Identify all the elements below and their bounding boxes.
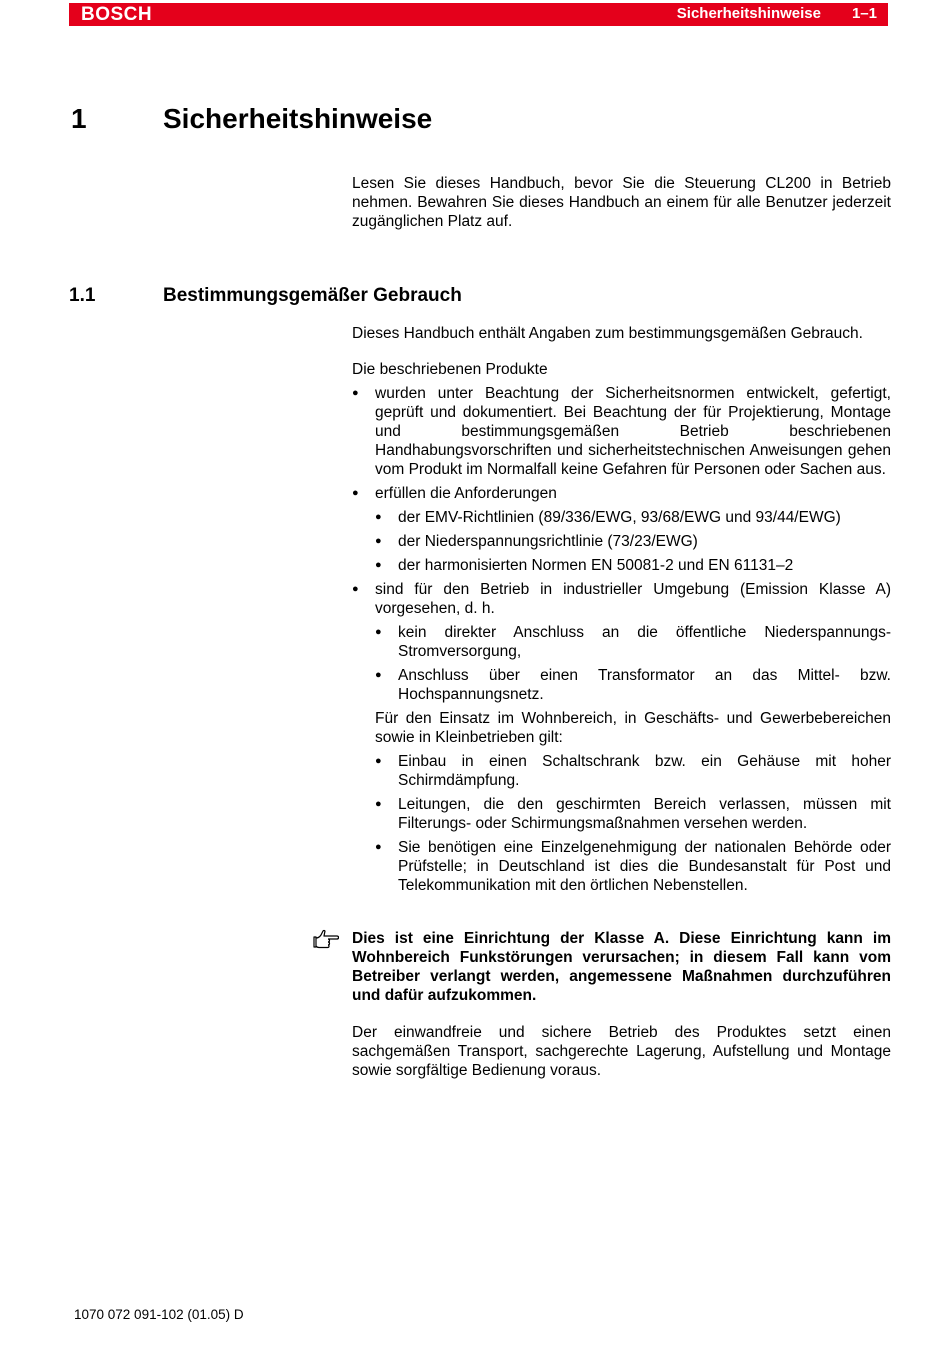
pointing-hand-icon	[313, 929, 339, 949]
sub-list-item: ● der Niederspannungsrichtlinie (73/23/EWG)	[375, 532, 891, 551]
sub-list-item: ● Leitungen, die den geschirmten Bereich verlassen, müssen mit Filterungs- oder Schirmungsmaßnahmen versehen werden.	[375, 795, 891, 833]
intro-paragraph: Lesen Sie dieses Handbuch, bevor Sie die Steuerung CL200 in Betrieb nehmen. Bewahren Sie dieses Handbuch an einem für alle Benutzer jederzeit zugänglichen Platz auf.	[352, 175, 891, 230]
page-number: 1–1	[851, 5, 877, 22]
body-paragraph-2: Die beschriebenen Produkte	[352, 361, 548, 378]
note-block	[352, 929, 891, 1080]
section-body	[352, 324, 891, 895]
class-a-warning: Dies ist eine Einrichtung der Klasse A. Diese Einrichtung kann im Wohnbereich Funkstörungen verursachen; in diesem Fall kann vom Betreiber verlangt werden, angemessene Maßnahmen durchzuführen und dafür aufzukommen.	[352, 930, 891, 1004]
footer-doc-number: 1070 072 091-102 (01.05) D	[74, 1307, 244, 1322]
header-title: Sicherheitshinweise	[676, 5, 821, 22]
list-item: ● sind für den Betrieb in industrieller Umgebung (Emission Klasse A) vorgesehen, d. h. ● kein direkter Anschluss an die öffentliche Niederspannungs-Stromversorgung, ● Anschluss über einen Transformator an das Mittel- bzw. Hochspannungsnetz. Für den Einsatz im Wohnbereich, in Geschäfts- und Gewerbebereichen sowie in Kleinbetrieben gilt: ● Einbau in einen Schaltschrank bzw. ein Gehäuse mit hoher Schirmdämpfung. ● Leitungen, die den geschirmten Bereich verlassen, müssen mit Filterungs- oder Schirmungsmaßnahmen versehen werden. ● Sie benötigen eine Einzelgenehmigung der nationalen Behörde oder Prüfstelle; in Deutschland ist dies die Bundesanstalt für Post und Telekommunikation mit den örtlichen Nebenstellen.	[352, 580, 891, 895]
list-item: ● erfüllen die Anforderungen ● der EMV-Richtlinien (89/336/EWG, 93/68/EWG und 93/44/EWG) ● der Niederspannungsrichtlinie (73/23/EWG) ● der harmonisierten Normen EN 50081-2 und EN 61131–2	[352, 484, 891, 575]
product-list	[352, 384, 891, 895]
body-paragraph-1: Dieses Handbuch enthält Angaben zum bestimmungsgemäßen Gebrauch.	[352, 325, 863, 342]
intro-block	[352, 174, 891, 231]
closing-paragraph: Der einwandfreie und sichere Betrieb des Produktes setzt einen sachgemäßen Transport, sachgerechte Lagerung, Aufstellung und Montage sowie sorgfältige Bedienung voraus.	[352, 1024, 891, 1079]
sub-list-item: ● Einbau in einen Schaltschrank bzw. ein Gehäuse mit hoher Schirmdämpfung.	[375, 752, 891, 790]
sub-list-item: ● Sie benötigen eine Einzelgenehmigung der nationalen Behörde oder Prüfstelle; in Deutschland ist dies die Bundesanstalt für Post und Telekommunikation mit den örtlichen Nebenstellen.	[375, 838, 891, 895]
section-number: 1.1	[69, 285, 96, 306]
sub-list-item: ● der harmonisierten Normen EN 50081-2 und EN 61131–2	[375, 556, 891, 575]
chapter-title: Sicherheitshinweise	[163, 103, 433, 134]
list-item: ● wurden unter Beachtung der Sicherheitsnormen entwickelt, gefertigt, geprüft und dokumentiert. Bei Beachtung der für Projektierung, Montage und bestimmungsgemäßen Betrieb beschriebenen Handhabungsvorschriften und sicherheitstechnischen Anweisungen gehen vom Produkt im Normalfall keine Gefahren für Personen oder Sachen aus.	[352, 384, 891, 479]
sub-list	[375, 752, 891, 895]
sub-list-item: ● der EMV-Richtlinien (89/336/EWG, 93/68/EWG und 93/44/EWG)	[375, 508, 891, 527]
chapter-number: 1	[71, 103, 87, 134]
sub-list-item: ● kein direkter Anschluss an die öffentliche Niederspannungs-Stromversorgung,	[375, 623, 891, 661]
sub-list-item: ● Anschluss über einen Transformator an das Mittel- bzw. Hochspannungsnetz.	[375, 666, 891, 704]
sub-list	[375, 623, 891, 704]
bosch-logo: BOSCH	[81, 4, 153, 25]
page-header	[69, 3, 888, 26]
sub-note: Für den Einsatz im Wohnbereich, in Geschäfts- und Gewerbebereichen sowie in Kleinbetrieben gilt:	[375, 710, 891, 746]
section-title: Bestimmungsgemäßer Gebrauch	[163, 285, 462, 306]
sub-list	[375, 508, 891, 575]
